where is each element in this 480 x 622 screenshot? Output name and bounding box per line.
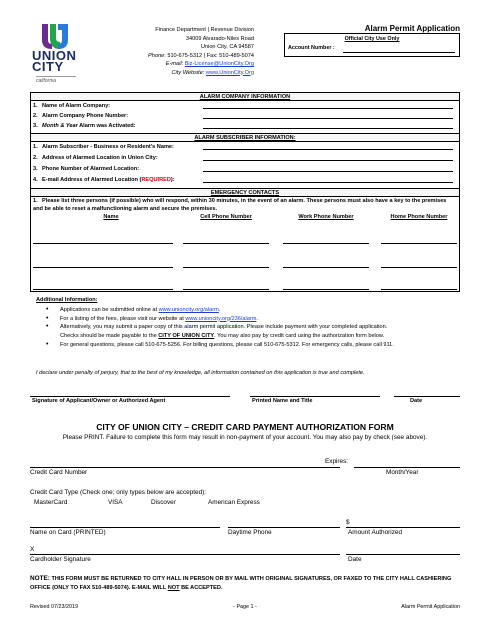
subscriber-address-field[interactable] — [203, 160, 453, 161]
contact3-name-field[interactable] — [33, 289, 173, 290]
subscriber-phone-row: 3. Phone Number of Alarmed Location: — [33, 165, 457, 174]
daytime-phone-label: Daytime Phone — [228, 529, 272, 536]
subscriber-name-field[interactable] — [203, 149, 453, 150]
contact1-name-field[interactable] — [33, 243, 173, 244]
amount-authorized-label: Amount Authorized — [348, 529, 402, 536]
card-type-discover[interactable]: Discover — [151, 499, 176, 506]
subscriber-phone-field[interactable] — [203, 171, 453, 172]
contact2-home-field[interactable] — [381, 267, 457, 268]
logo-wordmark: UNION CITY — [32, 48, 77, 74]
phone-fax: Phone: 510-675-5312 | Fax: 510-489-5074 — [148, 52, 254, 59]
page-number: - Page 1 - — [233, 604, 257, 610]
additional-heading: Additional Information: — [36, 297, 98, 303]
info-item-paper: • Alternatively, you may submit a paper copy of this alarm permit application. Please include payment with your completed application. — [42, 323, 466, 332]
cardholder-signature-field[interactable] — [30, 554, 340, 555]
info-item-questions: • For general questions, please call 510-675-5256. For billing questions, please call 510-675-5312. For emergency calls, please call 911. — [42, 341, 466, 350]
account-number-field[interactable] — [343, 52, 455, 53]
contact2-cell-field[interactable] — [183, 267, 269, 268]
footer-form-name: Alarm Permit Application — [401, 604, 460, 610]
col-work-phone: Work Phone Number — [298, 214, 354, 220]
website-link[interactable]: www.UnionCity.Org — [205, 69, 254, 76]
alarm-activated-row: 3. Month & Year Alarm was Activated: — [33, 122, 457, 131]
card-type-visa[interactable]: VISA — [108, 499, 123, 506]
contact3-work-field[interactable] — [283, 289, 369, 290]
subscriber-name-row: 1. Alarm Subscriber - Business or Resident's Name: — [33, 143, 457, 152]
col-cell-phone: Cell Phone Number — [200, 214, 252, 220]
amount-authorized-field[interactable] — [346, 527, 460, 528]
contact1-cell-field[interactable] — [183, 243, 269, 244]
contact1-work-field[interactable] — [283, 243, 369, 244]
dollar-sign: $ — [346, 519, 350, 526]
contact1-home-field[interactable] — [381, 243, 457, 244]
street-address: 34009 Alvarado-Niles Road — [185, 35, 254, 42]
card-type-mastercard[interactable]: MasterCard — [34, 499, 68, 506]
alarm-activated-field[interactable] — [203, 128, 453, 129]
printed-name-field[interactable] — [250, 396, 380, 397]
expires-field[interactable] — [354, 467, 460, 468]
contact2-name-field[interactable] — [33, 267, 173, 268]
additional-information — [36, 297, 466, 350]
info-item-online: • Applications can be submitted online at www.unioncity.org/alarm. — [42, 306, 466, 315]
info-item-fees: • For a listing of the fees, please visit our website at www.unioncity.org/236/alarm. — [42, 315, 466, 324]
application-table — [30, 92, 460, 292]
alarm-company-phone-row: 2. Alarm Company Phone Number: — [33, 112, 457, 121]
fees-link[interactable]: www.unioncity.org/236/alarm — [185, 315, 257, 322]
cardholder-date-field[interactable] — [346, 554, 460, 555]
info-item-checks: Checks should be made payable to the CITY OF UNION CITY. You may also pay by credit card using the authorization form below. — [60, 333, 385, 340]
contact2-work-field[interactable] — [283, 267, 369, 268]
subscriber-heading: ALARM SUBSCRIBER INFORMATION: — [31, 133, 459, 142]
card-type-label: Credit Card Type (Check one; only types below are accepted): — [30, 489, 207, 496]
online-application-link[interactable]: www.unioncity.org/alarm — [158, 306, 219, 313]
return-note: NOTE: THIS FORM MUST BE RETURNED TO CITY HALL IN PERSON OR BY MAIL WITH ORIGINAL SIGNATURES, OR FAXED TO THE CITY HALL CASHIERING OFFICE (ONLY TO FAX 510-489-5074). E-MAIL WILL NOT BE ACCEPTED. — [30, 575, 452, 591]
name-on-card-field[interactable] — [30, 527, 220, 528]
emergency-instruction: 1. Please list three persons (if possible) who will respond, within 30 minutes, in the event of an alarm. These persons must also have a key to the premises and be able to reset a malfunctioning alarm and secure the premises. — [33, 198, 447, 212]
city-address: Union City, CA 94587 — [200, 44, 254, 50]
perjury-declaration: I declare under penalty of perjury, that to the best of my knowledge, all information contained on this application is true and complete. — [36, 370, 365, 376]
dept-name: Finance Department | Revenue Division — [155, 27, 254, 33]
contact3-home-field[interactable] — [381, 289, 457, 290]
col-home-phone: Home Phone Number — [390, 214, 448, 220]
official-use-box — [284, 33, 460, 57]
department-address — [90, 26, 254, 77]
subscriber-email-field[interactable] — [203, 182, 453, 183]
cardholder-signature-label: Cardholder Signature — [30, 556, 91, 563]
card-number-label: Credit Card Number — [30, 469, 88, 476]
revised-date: Revised 07/23/2019 — [30, 604, 78, 610]
required-tag: REQUIRED — [141, 177, 171, 183]
name-on-card-label: Name on Card (PRINTED) — [30, 529, 106, 536]
contact3-cell-field[interactable] — [183, 289, 269, 290]
printed-name-label: Printed Name and Title — [252, 398, 313, 404]
emergency-heading: EMERGENCY CONTACTS — [31, 188, 459, 197]
alarm-company-phone-field[interactable] — [203, 118, 453, 119]
logo-state: california — [36, 76, 76, 84]
card-number-field[interactable] — [30, 467, 340, 468]
col-name: Name — [103, 214, 119, 220]
alarm-company-name-field[interactable] — [203, 108, 453, 109]
union-city-logo-mark-icon — [38, 22, 72, 50]
union-city-logo — [32, 22, 80, 90]
alarm-company-name-row: 1. Name of Alarm Company: — [33, 102, 457, 111]
month-year-label: Month/Year — [386, 469, 419, 476]
applicant-signature-field[interactable] — [30, 396, 230, 397]
card-type-amex[interactable]: American Express — [208, 499, 260, 506]
form-title: Alarm Permit Application — [364, 24, 460, 33]
cc-form-subtitle: Please PRINT. Failure to complete this form may result in non-payment of your account. You may also pay by check (see above). — [62, 434, 428, 441]
website-line: City Website: www.UnionCity.Org — [171, 69, 254, 76]
cc-form-title: CITY OF UNION CITY – CREDIT CARD PAYMENT AUTHORIZATION FORM — [96, 422, 394, 432]
signature-date-field[interactable] — [394, 396, 460, 397]
account-number-label: Account Number : — [288, 45, 335, 51]
alarm-company-heading: ALARM COMPANY INFORMATION — [31, 92, 459, 101]
applicant-signature-label: Signature of Applicant/Owner or Authorized Agent — [32, 398, 166, 404]
cardholder-date-label: Date — [348, 556, 362, 563]
official-use-title: Official City Use Only — [344, 36, 400, 42]
expires-label: Expires: — [325, 458, 349, 465]
subscriber-address-row: 2. Address of Alarmed Location in Union City: — [33, 154, 457, 163]
signature-x-mark: X — [30, 546, 35, 553]
email-link[interactable]: Biz-License@UnionCity.Org — [184, 61, 254, 67]
daytime-phone-field[interactable] — [228, 527, 340, 528]
signature-date-label: Date — [410, 398, 423, 404]
email-line: E-mail: Biz-License@UnionCity.Org — [165, 61, 254, 67]
subscriber-email-row: 4. E-mail Address of Alarmed Location (REQUIRED): — [33, 176, 457, 185]
